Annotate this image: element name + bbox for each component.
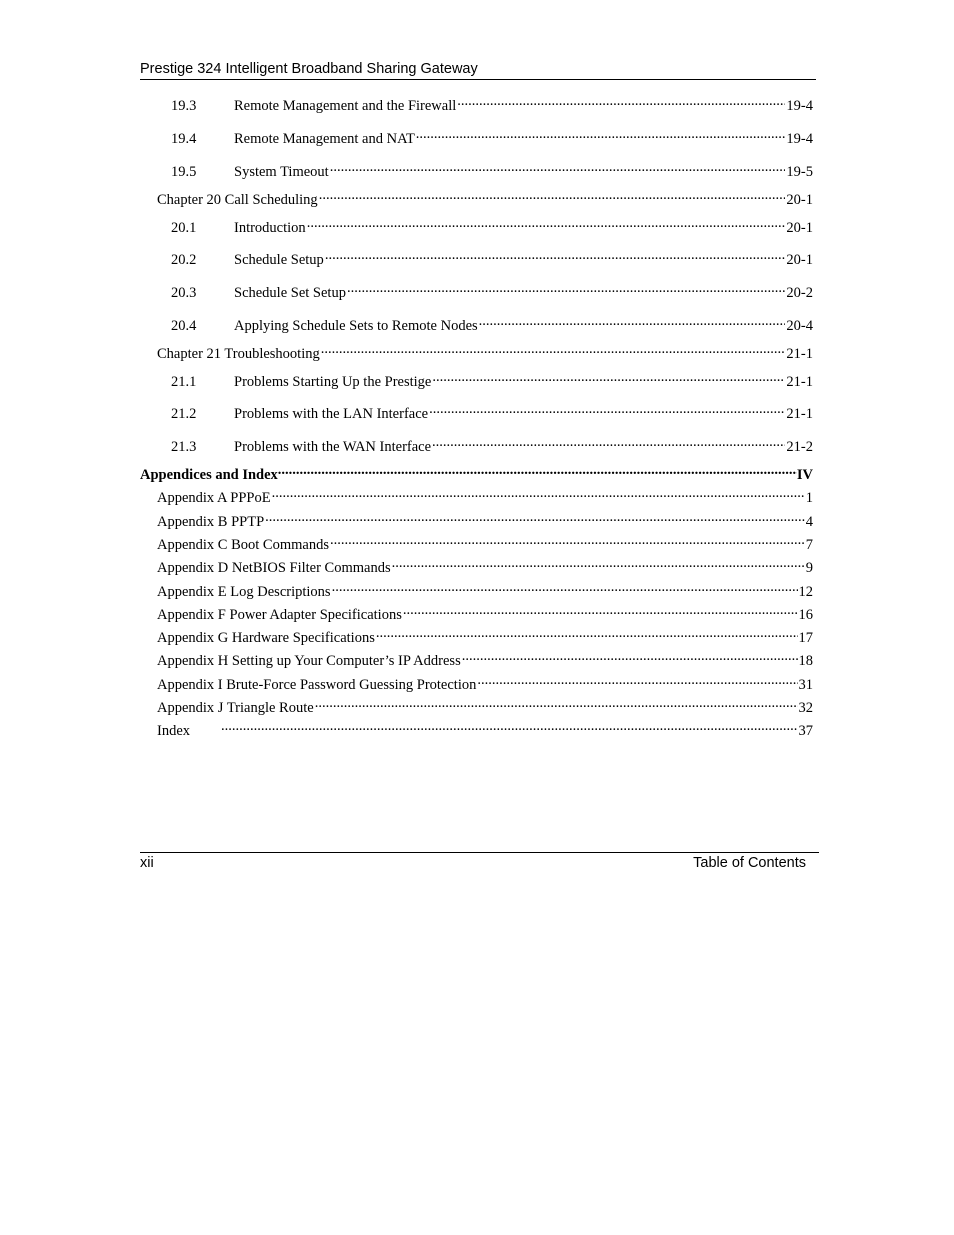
dot-leader (307, 214, 786, 232)
page-footer (140, 852, 819, 871)
toc-appendix-d[interactable] (157, 554, 813, 577)
toc-entry-page: 12 (798, 584, 813, 600)
toc-entry-21-3[interactable] (171, 433, 813, 456)
toc-entry-title: Remote Management and NAT (234, 131, 415, 147)
toc-entry-title: Index (157, 723, 191, 739)
dot-leader (265, 508, 805, 526)
toc-entry-title: Appendix C Boot Commands (157, 537, 329, 553)
dot-leader (330, 158, 786, 176)
dot-leader (457, 92, 785, 110)
toc-chapter-21[interactable] (157, 340, 813, 363)
toc-entry-title: Problems with the WAN Interface (234, 439, 432, 455)
dot-leader (319, 186, 786, 204)
toc-entry-page: 1 (805, 490, 813, 506)
dot-leader (429, 400, 785, 418)
toc-entry-page: 19-5 (786, 164, 813, 180)
toc-entry-number: 20.1 (171, 220, 197, 236)
dot-leader (479, 312, 786, 330)
toc-entry-21-2[interactable] (171, 400, 813, 423)
toc-entry-page: 20-1 (786, 192, 813, 208)
dot-leader (432, 368, 785, 386)
toc-entry-title: Appendix H Setting up Your Computer’s IP Address (157, 653, 461, 669)
toc-appendix-c[interactable] (157, 531, 813, 554)
toc-entry-page: 21-2 (786, 439, 813, 455)
toc-entry-page: 16 (798, 607, 813, 623)
toc-appendix-b[interactable] (157, 508, 813, 531)
toc-appendix-g[interactable] (157, 624, 813, 647)
toc-appendix-h[interactable] (157, 647, 813, 670)
toc-entry-page: 20-2 (786, 285, 813, 301)
dot-leader (272, 484, 805, 502)
toc-entry-page: 31 (798, 677, 813, 693)
dot-leader (332, 578, 798, 596)
toc-entry-19-4[interactable] (171, 125, 813, 148)
toc-entry-page: 20-1 (786, 252, 813, 268)
toc-entry-page: 18 (798, 653, 813, 669)
dot-leader (462, 647, 798, 665)
toc-entry-title: Introduction (234, 220, 306, 236)
toc-appendix-a[interactable] (157, 484, 813, 507)
toc-entry-20-4[interactable] (171, 312, 813, 335)
toc-appendix-f[interactable] (157, 601, 813, 624)
toc-entry-number: 20.3 (171, 285, 197, 301)
toc-entry-page: IV (796, 467, 813, 483)
toc-index[interactable] (157, 717, 813, 740)
toc-entry-page: 19-4 (786, 131, 813, 147)
toc-entry-title: Applying Schedule Sets to Remote Nodes (234, 318, 478, 334)
toc-appendix-i[interactable] (157, 671, 813, 694)
dot-leader (315, 694, 798, 712)
toc-entry-page: 7 (805, 537, 813, 553)
toc-entry-21-1[interactable] (171, 368, 813, 391)
toc-entry-title: Chapter 21 Troubleshooting (157, 346, 320, 362)
dot-leader (392, 554, 805, 572)
toc-entry-title: Appendix B PPTP (157, 514, 265, 530)
toc-entry-title: Appendix E Log Descriptions (157, 584, 331, 600)
document-title: Prestige 324 Intelligent Broadband Sharing Gateway (140, 61, 478, 77)
dot-leader (321, 340, 786, 358)
toc-appendix-e[interactable] (157, 578, 813, 601)
toc-appendix-j[interactable] (157, 694, 813, 717)
toc-entry-number: 21.1 (171, 374, 197, 390)
toc-entry-title: Appendix I Brute-Force Password Guessing Protection (157, 677, 477, 693)
dot-leader (376, 624, 798, 642)
toc-entry-number: 19.4 (171, 131, 197, 147)
toc-entry-page: 21-1 (786, 374, 813, 390)
toc-entry-title: Appendix J Triangle Route (157, 700, 314, 716)
toc-entry-title: Schedule Setup (234, 252, 324, 268)
dot-leader (416, 125, 786, 143)
toc-entry-title: Appendix D NetBIOS Filter Commands (157, 560, 391, 576)
toc-entry-title: Appendix G Hardware Specifications (157, 630, 375, 646)
toc-entry-title: Remote Management and the Firewall (234, 98, 457, 114)
toc-entry-page: 9 (805, 560, 813, 576)
toc-entry-page: 17 (798, 630, 813, 646)
toc-entry-title: Problems Starting Up the Prestige (234, 374, 432, 390)
toc-entry-page: 37 (798, 723, 813, 739)
toc-entry-title: Problems with the LAN Interface (234, 406, 429, 422)
toc-entry-number: 20.2 (171, 252, 197, 268)
footer-section-title: Table of Contents (693, 855, 806, 871)
toc-entry-20-3[interactable] (171, 279, 813, 302)
dot-leader (403, 601, 798, 619)
toc-entry-title: Appendices and Index (140, 467, 278, 483)
dot-leader (330, 531, 805, 549)
toc-entry-title: System Timeout (234, 164, 329, 180)
toc-entry-title: Schedule Set Setup (234, 285, 346, 301)
toc-part-appendices[interactable] (140, 461, 813, 484)
toc-entry-title: Appendix F Power Adapter Specifications (157, 607, 402, 623)
toc-entry-page: 21-1 (786, 346, 813, 362)
dot-leader (477, 671, 797, 689)
toc-entry-page: 19-4 (786, 98, 813, 114)
toc-entry-20-1[interactable] (171, 214, 813, 237)
dot-leader (221, 717, 798, 735)
page-number: xii (140, 855, 154, 871)
toc-chapter-20[interactable] (157, 186, 813, 209)
dot-leader (347, 279, 785, 297)
toc-entry-number: 20.4 (171, 318, 197, 334)
toc-entry-page: 4 (805, 514, 813, 530)
toc-entry-number: 21.3 (171, 439, 197, 455)
toc-entry-title: Chapter 20 Call Scheduling (157, 192, 318, 208)
toc-entry-number: 21.2 (171, 406, 197, 422)
dot-leader (278, 461, 797, 479)
toc-entry-page: 32 (798, 700, 813, 716)
toc-entry-page: 20-1 (786, 220, 813, 236)
toc-entry-title: Appendix A PPPoE (157, 490, 271, 506)
toc-entry-page: 21-1 (786, 406, 813, 422)
dot-leader (432, 433, 785, 451)
toc-entry-19-3[interactable] (171, 92, 813, 115)
toc-entry-19-5[interactable] (171, 158, 813, 181)
toc-entry-page: 20-4 (786, 318, 813, 334)
toc-entry-number: 19.5 (171, 164, 197, 180)
toc-entry-20-2[interactable] (171, 246, 813, 269)
toc-entry-number: 19.3 (171, 98, 197, 114)
dot-leader (325, 246, 786, 264)
